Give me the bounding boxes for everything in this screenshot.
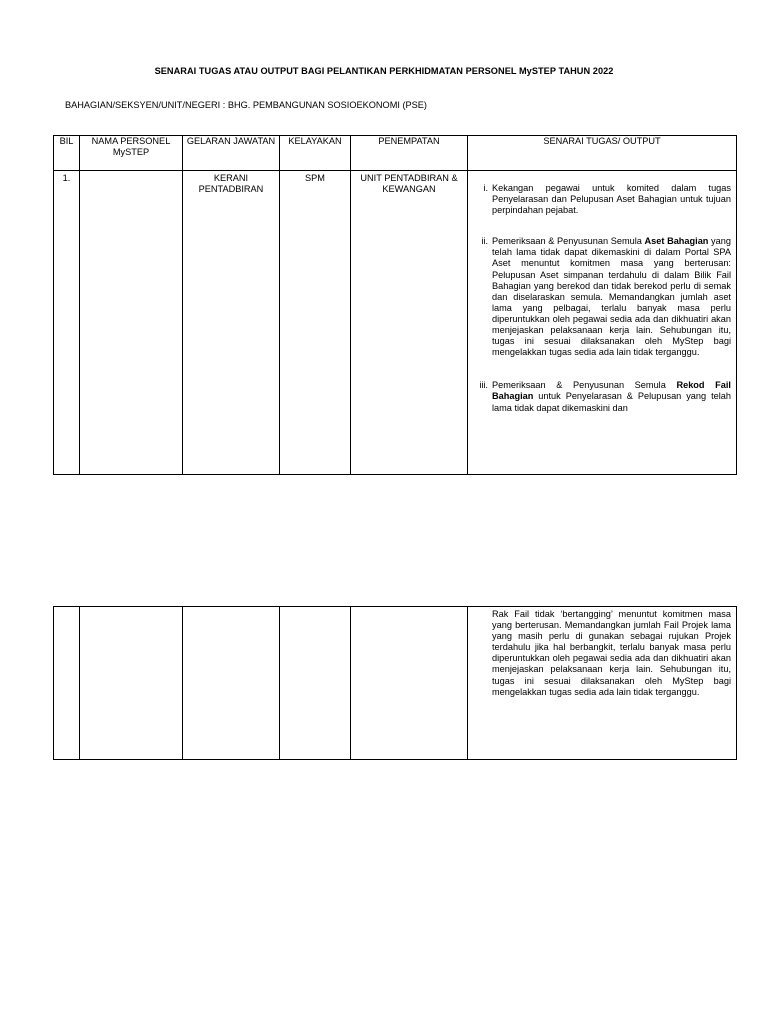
row-kelayakan-empty xyxy=(280,607,351,760)
task-bold-text: Aset Bahagian xyxy=(644,236,709,247)
task-bold-text: Rekod Fail Bahagian xyxy=(492,380,731,402)
task-text: Kekangan pegawai untuk komited dalam tugas Penyelarasan dan Pelupusan Aset Bahagian untuk tujuan perpindahan pejabat. xyxy=(492,183,731,216)
row-nama-empty xyxy=(80,607,183,760)
task-list-cell xyxy=(468,171,737,475)
task-text-cont: yang telah lama tidak dapat dikemaskini di dalam Portal SPA Aset menuntut komitmen masa yang berterusan: Pelupusan Aset simpanan terdahulu di dalam Bilik Fail Bahagian yang berekod dan tidak berekod perlu di semak dan diselaraskan semula. Memandangkan jumlah aset lama yang pelbagai, terlalu banyak masa perlu diperuntukkan oleh pegawai sedia ada dan dikhuatiri akan menjejaskan pelaksanaan kerja lain. Sehubungan itu, tugas ini sesuai dilaksanakan oleh MyStep bagi mengelakkan tugas sedia ada lain tidak terganggu. xyxy=(492,236,731,358)
header-gelaran-jawatan: GELARAN JAWATAN xyxy=(183,136,280,171)
department-line: BAHAGIAN/SEKSYEN/UNIT/NEGERI : BHG. PEMBANGUNAN SOSIOEKONOMI (PSE) xyxy=(65,100,427,110)
task-number: i. xyxy=(483,183,488,193)
task-item xyxy=(468,380,736,413)
task-item xyxy=(468,183,736,216)
header-penempatan: PENEMPATAN xyxy=(351,136,468,171)
task-list xyxy=(468,183,736,414)
task-table xyxy=(53,135,737,475)
task-continuation-text: Rak Fail tidak ‘bertangging’ menuntut komitmen masa yang berterusan. Memandangkan jumlah Fail Projek lama yang masih perlu di gunakan sebagai rujukan Projek terdahulu jika hal berbangkit, terlalu banyak masa perlu diperuntukkan oleh pegawai sedia ada dan dikhuatiri akan menjejaskan pelaksanaan kerja lain. Sehubungan itu, tugas ini sesuai dilaksanakan oleh MyStep bagi mengelakkan tugas sedia ada lain tidak terganggu. xyxy=(468,607,737,760)
header-bil: BIL xyxy=(54,136,80,171)
task-text-cont: untuk Penyelarasan & Pelupusan yang telah lama tidak dapat dikemaskini dan xyxy=(492,391,731,413)
task-text: Pemeriksaan & Penyusunan Semula xyxy=(492,236,645,247)
task-number: ii. xyxy=(481,236,488,247)
row-bil: 1. xyxy=(54,171,80,475)
task-table-continued xyxy=(53,606,737,760)
table-row xyxy=(54,607,737,760)
header-senarai-tugas: SENARAI TUGAS/ OUTPUT xyxy=(468,136,737,171)
table-row xyxy=(54,171,737,475)
header-kelayakan: KELAYAKAN xyxy=(280,136,351,171)
row-bil-empty xyxy=(54,607,80,760)
header-nama-personel: NAMA PERSONEL MySTEP xyxy=(80,136,183,171)
task-text: Pemeriksaan & Penyusunan Semula xyxy=(492,380,677,391)
row-gelaran-empty xyxy=(183,607,280,760)
table-header-row xyxy=(54,136,737,171)
row-nama xyxy=(80,171,183,475)
task-item xyxy=(468,236,736,358)
row-penempatan: UNIT PENTADBIRAN & KEWANGAN xyxy=(351,171,468,475)
document-title: SENARAI TUGAS ATAU OUTPUT BAGI PELANTIKAN PERKHIDMATAN PERSONEL MySTEP TAHUN 2022 xyxy=(154,66,614,76)
task-number: iii. xyxy=(479,380,488,391)
row-gelaran: KERANI PENTADBIRAN xyxy=(183,171,280,475)
row-kelayakan: SPM xyxy=(280,171,351,475)
row-penempatan-empty xyxy=(351,607,468,760)
